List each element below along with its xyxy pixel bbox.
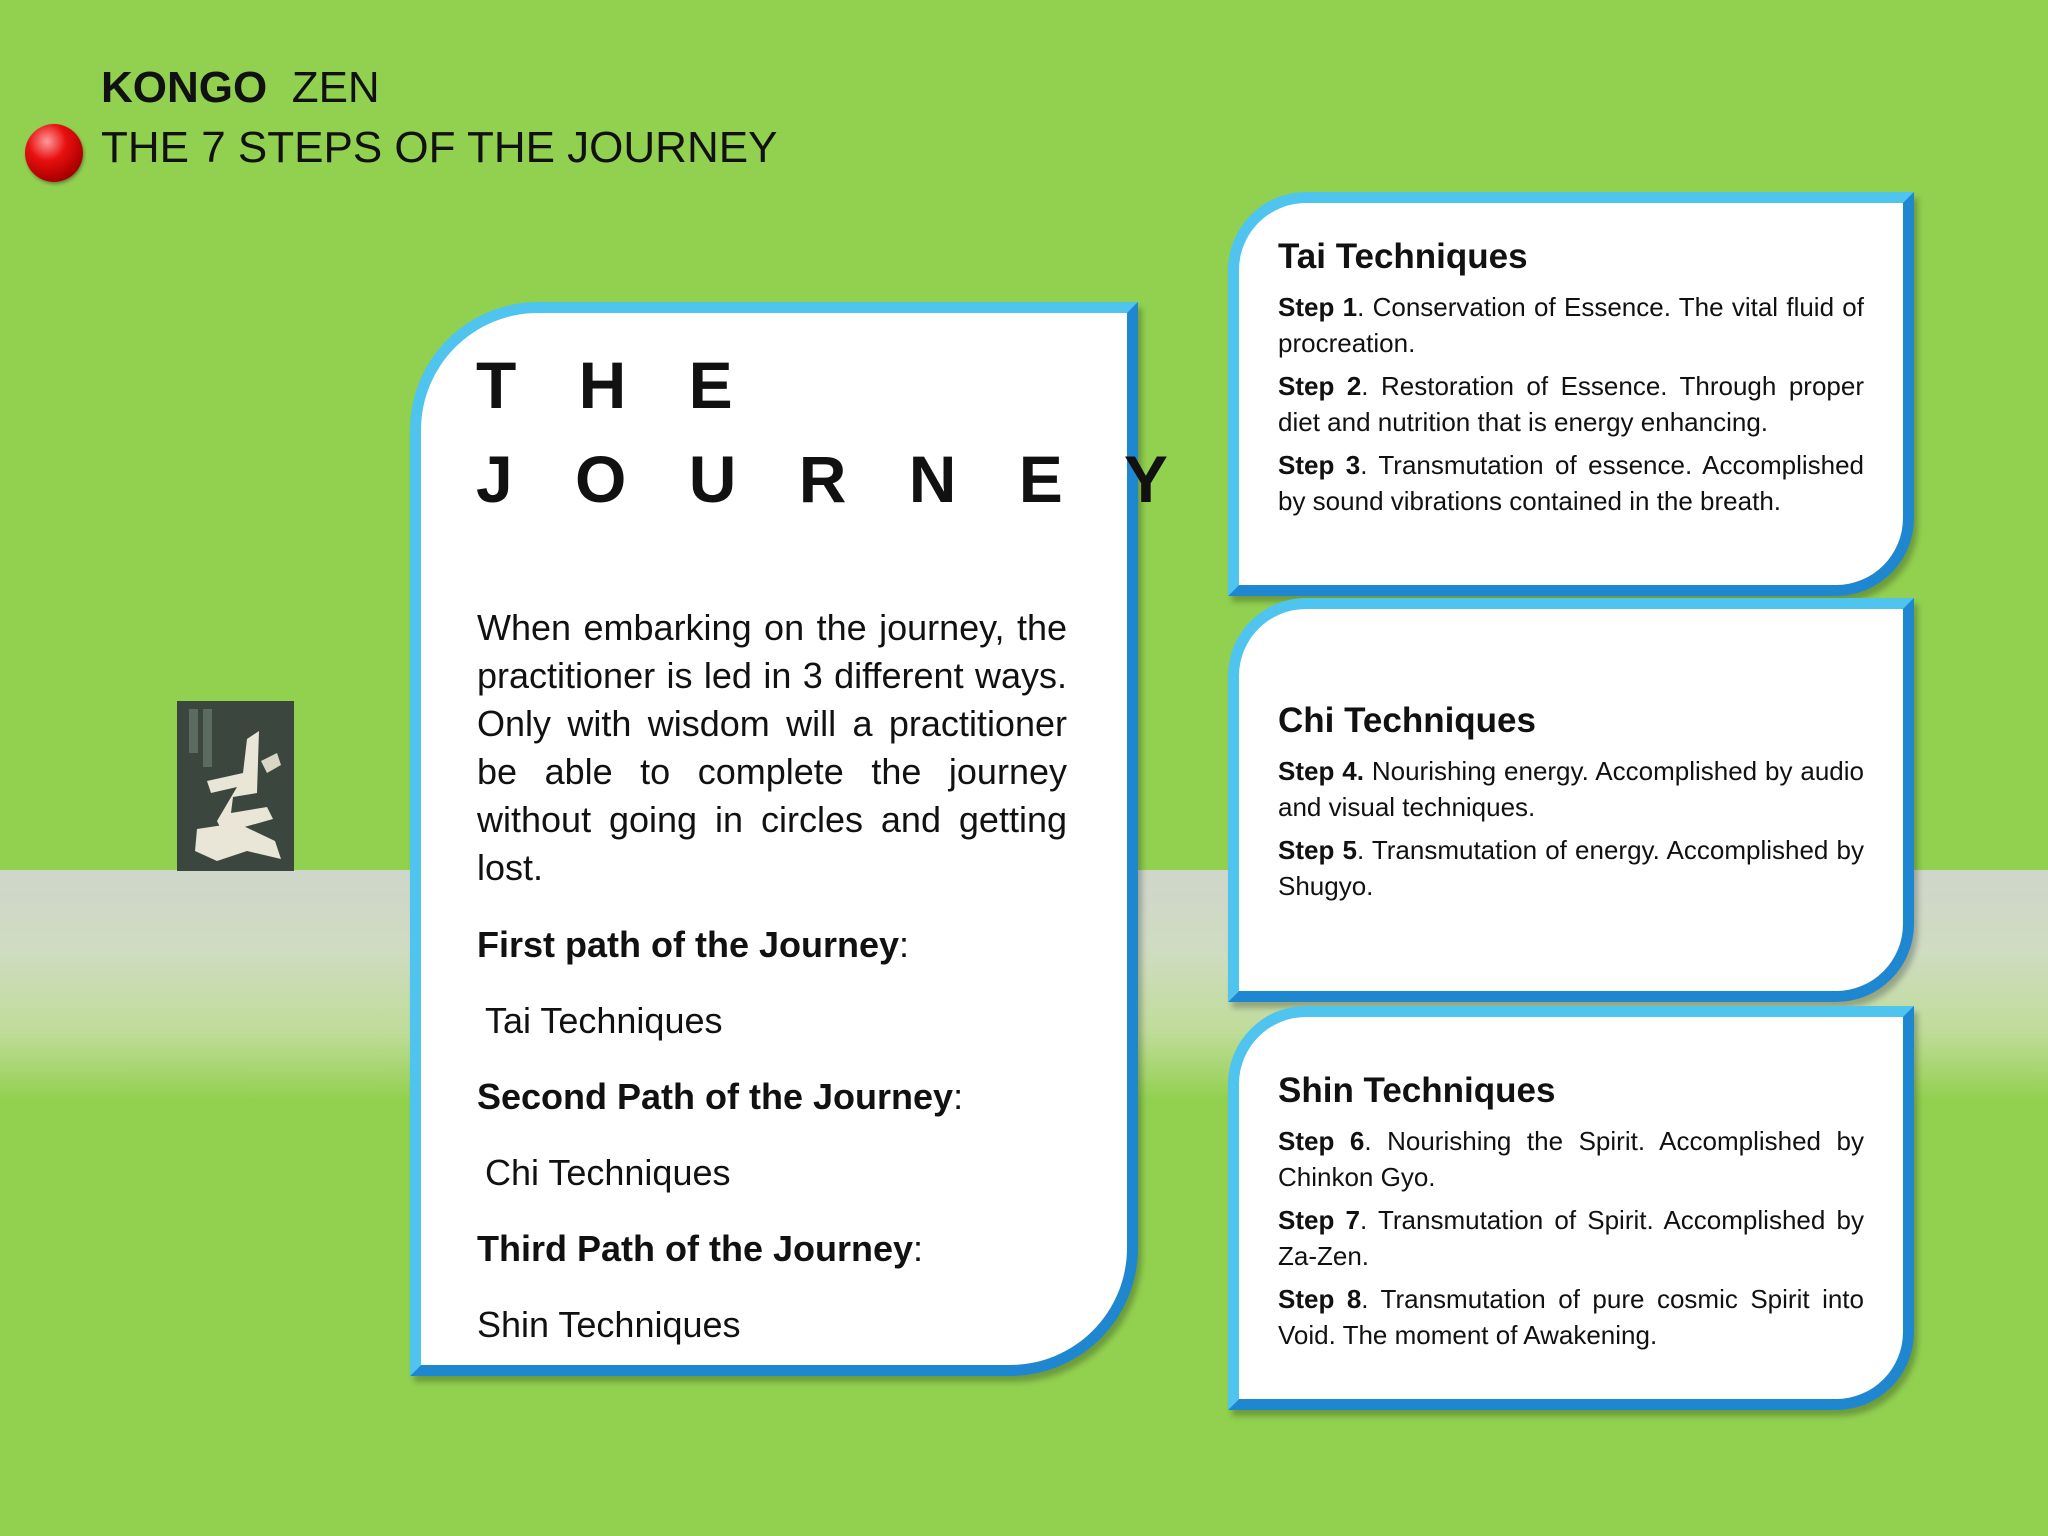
calligraphy-image [177, 701, 294, 871]
shin-heading: Shin Techniques [1278, 1071, 1556, 1110]
step-1: Step 1. Conservation of Essence. The vital fluid of procreation. [1278, 292, 1864, 358]
slide-subtitle: THE 7 STEPS OF THE JOURNEY [101, 123, 778, 172]
step-5: Step 5. Transmutation of energy. Accomplished by Shugyo. [1278, 835, 1864, 901]
step-7: Step 7. Transmutation of Spirit. Accomplished by Za-Zen. [1278, 1205, 1864, 1271]
red-bullet-icon [25, 124, 83, 182]
chi-heading: Chi Techniques [1278, 701, 1536, 740]
first-path-label: First path of the Journey: [477, 924, 910, 965]
first-path-value: Tai Techniques [485, 1000, 723, 1041]
step-3: Step 3. Transmutation of essence. Accomplished by sound vibrations contained in the breath. [1278, 450, 1864, 516]
journey-description: When embarking on the journey, the practitioner is led in 3 different ways. Only with wisdom will a practitioner be able to complete the journey without going in circles and getting lost. [477, 607, 1067, 888]
tai-heading: Tai Techniques [1278, 237, 1528, 276]
third-path-label: Third Path of the Journey: [477, 1228, 924, 1269]
step-6: Step 6. Nourishing the Spirit. Accomplished by Chinkon Gyo. [1278, 1126, 1864, 1192]
second-path-label: Second Path of the Journey: [477, 1076, 964, 1117]
step-2: Step 2. Restoration of Essence. Through proper diet and nutrition that is energy enhancing. [1278, 371, 1864, 437]
brand-title: KONGO ZEN [101, 63, 380, 112]
second-path-value: Chi Techniques [485, 1152, 731, 1193]
step-4: Step 4. Nourishing energy. Accomplished by audio and visual techniques. [1278, 756, 1865, 822]
journey-title: T H E J O U R N E Y [476, 348, 1190, 516]
step-8: Step 8. Transmutation of pure cosmic Spirit into Void. The moment of Awakening. [1278, 1284, 1864, 1350]
third-path-value: Shin Techniques [477, 1304, 741, 1345]
